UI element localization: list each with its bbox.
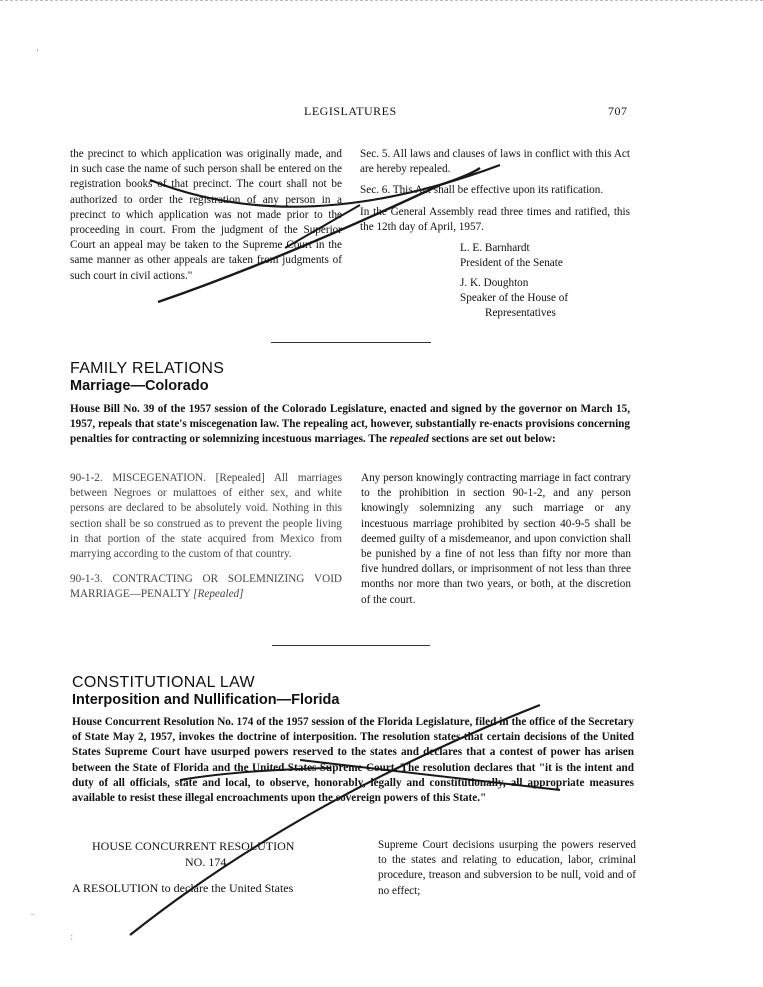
summary-text-end: sections are set out below: xyxy=(431,433,556,446)
margin-speck: ' xyxy=(36,48,39,59)
repealed-section-90-1-3 xyxy=(70,572,342,602)
signature-block xyxy=(460,241,630,321)
section-divider xyxy=(271,342,431,343)
penalty-paragraph: Any person knowingly contracting marriage in fact contrary to the prohibition in section 90-1-2, and any person knowingly solemnizing any such marriage or any incestuous marriage prohibited by section 40-9-5 shall be deemed guilty of a misdemeanor, and upon conviction shall be punished by a fine of not less than fifty nor more than five hundred dollars, or imprisonment of not less than three months nor more than two years, or both, at the discretion of the court. xyxy=(361,472,631,606)
running-header xyxy=(0,104,763,120)
section-heading-text: 90-1-3. CONTRACTING OR SOLEMNIZING VOID MARRIAGE—PENALTY xyxy=(70,573,342,601)
repealed-tag: [Repealed] xyxy=(193,588,244,601)
continued-statute-text xyxy=(70,147,342,284)
section-heading: CONSTITUTIONAL LAW xyxy=(72,674,255,691)
header-title: LEGISLATURES xyxy=(304,104,397,118)
signatory-title: Speaker of the House of xyxy=(460,292,569,305)
signatory-name: J. K. Doughton xyxy=(460,277,529,290)
page-top-edge xyxy=(0,0,763,1)
section-divider xyxy=(272,645,430,646)
penalty-section xyxy=(361,471,631,608)
resolution-heading xyxy=(72,838,352,896)
summary-text: House Bill No. 39 of the 1957 session of the Colorado Legislature, enacted and signed by the governor on March 15, 1957, repeals that state's miscegenation law. The repealing act, however, substantially re-enacts provisions concerning penalties for contracting or solemnizing incestuous marriages. The xyxy=(70,403,630,446)
resolution-continuation xyxy=(378,838,636,899)
section-subheading: Interposition and Nullification—Florida xyxy=(72,692,340,708)
margin-speck: ⁻ xyxy=(30,912,36,923)
editorial-summary xyxy=(72,715,634,806)
summary-italic: repealed xyxy=(389,433,429,446)
signatory-name: L. E. Barnhardt xyxy=(460,242,530,255)
continued-paragraph: the precinct to which application was originally made, and in such case the name of such person shall be entered on the registration books of that precinct. The court shall not be authorized to order the registration of any person in a precinct to which application was not made prior to the proceeding in court. From the judgment of the Superior Court an appeal may be taken to the Supreme Court in the same manner as other appeals are taken from judgments of such court in civil actions." xyxy=(70,148,342,282)
repealed-sections xyxy=(70,471,342,603)
repealed-section-90-1-2: 90-1-2. MISCEGENATION. [Repealed] All marriages between Negroes or mulattoes of either sex, and white persons are declared to be absolutely void. Nothing in this section shall be so construed as to prevent the people living in that portion of the state acquired from Mexico from marrying according to the custom of that country. xyxy=(70,472,342,561)
signatory-title: President of the Senate xyxy=(460,257,563,270)
section-5: Sec. 5. All laws and clauses of laws in conflict with this Act are hereby repealed. xyxy=(360,148,630,176)
summary-text: House Concurrent Resolution No. 174 of the 1957 session of the Florida Legislature, filed in the office of the Secretary of State May 2, 1957, invokes the doctrine of interposition. The resolution states that certain decisions of the United States Supreme Court have usurped powers reserved to the states and declares that a contest of power has arisen between the State of Florida and the United States Supreme Court. The resolution declares that "it is the intent and duty of all officials, state and local, to observe, honorably, legally and constitutionally, all appropriate measures available to resist these illegal encroachments upon the sovereign powers of this State." xyxy=(72,716,634,805)
ratification-line: In the General Assembly read three times and ratified, this the 12th day of April, 1957. xyxy=(360,205,630,233)
statute-closing-sections xyxy=(360,147,630,321)
section-6: Sec. 6. This Act shall be effective upon its ratification. xyxy=(360,184,604,197)
editorial-summary xyxy=(70,402,630,448)
resolution-opening: A RESOLUTION to declare the United States xyxy=(72,881,294,895)
resolution-number: NO. 174 xyxy=(185,855,227,869)
section-heading: FAMILY RELATIONS xyxy=(70,360,225,377)
margin-speck: : xyxy=(70,932,74,943)
signatory-title-cont: Representatives xyxy=(485,307,556,320)
section-subheading: Marriage—Colorado xyxy=(70,378,209,394)
page-number: 707 xyxy=(608,104,628,118)
resolution-paragraph: Supreme Court decisions usurping the powers reserved to the states and relating to education, labor, criminal procedure, treason and subversion to be null, void and of no effect; xyxy=(378,839,636,897)
resolution-title: HOUSE CONCURRENT RESOLUTION xyxy=(92,839,295,853)
